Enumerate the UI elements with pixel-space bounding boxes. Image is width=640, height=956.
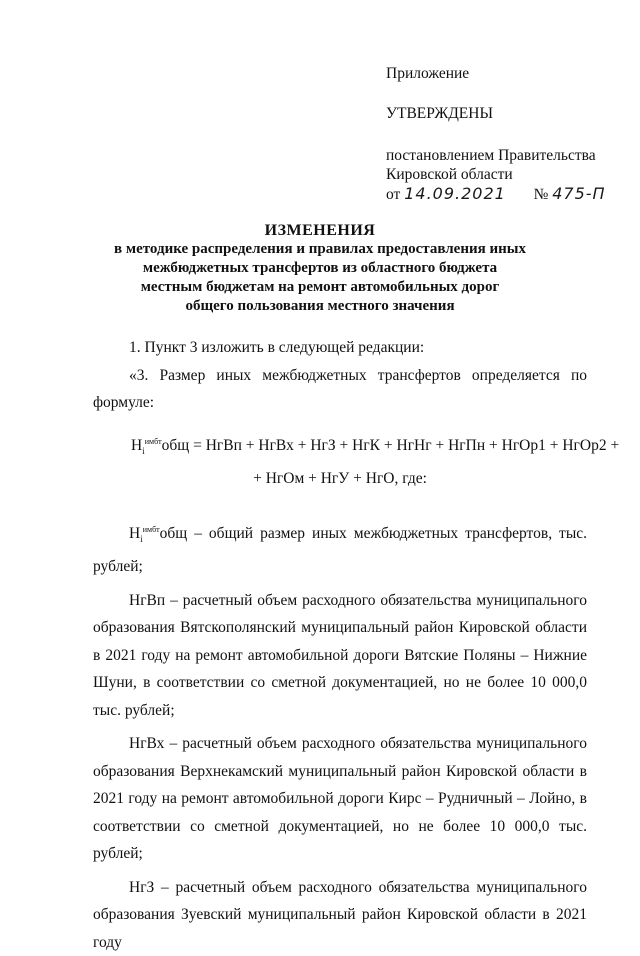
- number-handwritten: 475-П: [552, 184, 606, 203]
- date-prefix: от: [386, 186, 401, 203]
- definition-total: [93, 520, 587, 581]
- formula-line-1: [93, 432, 620, 465]
- title-line-2: межбюджетных трансфертов из областного бюджета: [142, 260, 498, 276]
- title-line-1: в методике распределения и правилах предоставления иных: [114, 241, 526, 257]
- def-total-sub: i: [140, 533, 143, 544]
- document-title-block: [100, 221, 540, 316]
- appendix-label: Приложение: [386, 65, 470, 82]
- formula: [93, 432, 620, 493]
- def-total-sup: имбт: [142, 524, 160, 534]
- definition-z: НгЗ – расчетный объем расходного обязательства муниципального образования Зуевский муниципальный район Кировской области в 2021 году: [93, 878, 587, 951]
- formula-sub: i: [142, 445, 145, 456]
- definition-vp: НгВп – расчетный объем расходного обязательства муниципального образования Вятскополянский муниципальный район Кировской области в 2021 году на ремонт автомобильной дороги Вятские Поляны – Нижние Шуни, в соответствии со сметной документацией, но не более 10 000,0 тыс. рублей;: [93, 591, 587, 719]
- item-1-paragraph: 1. Пункт 3 изложить в следующей редакции:: [129, 339, 425, 356]
- formula-line-2: + НгОм + НгУ + НгО, где:: [253, 469, 427, 487]
- title-line-4: общего пользования местного значения: [185, 298, 455, 314]
- title-line-3: местным бюджетам на ремонт автомобильных дорог: [140, 279, 500, 295]
- decree-date-number: [386, 184, 626, 204]
- approved-label: УТВЕРЖДЕНЫ: [386, 105, 493, 122]
- formula-sup: имбт: [144, 436, 162, 446]
- definition-vh: НгВх – расчетный объем расходного обязательства муниципального образования Верхнекамский муниципальный район Кировской области в 2021 году на ремонт автомобильной дороги Кирс – Рудничный – Лойно, в соответствии со сметной документацией, но не более 10 000,0 тыс. рублей;: [93, 735, 587, 863]
- formula-suffix: общ: [161, 436, 190, 454]
- decree-line-1: постановлением Правительства: [386, 147, 596, 164]
- formula-var: H: [131, 436, 143, 454]
- item-3-paragraph: «3. Размер иных межбюджетных трансфертов определяется по формуле:: [93, 366, 587, 411]
- document-title: ИЗМЕНЕНИЯ: [264, 222, 376, 239]
- number-prefix: №: [533, 186, 549, 203]
- decree-line-2: Кировской области: [386, 166, 513, 183]
- formula-rhs-1: = НгВп + НгВх + НгЗ + НгК + НгНг + НгПн + НгОр1 + НгОр2 +: [189, 436, 620, 454]
- def-total-text: общ – общий размер иных межбюджетных трансфертов, тыс. рублей;: [93, 524, 587, 576]
- def-total-var: H: [129, 524, 141, 542]
- appendix-block: [386, 64, 626, 204]
- document-body: [93, 334, 620, 956]
- date-handwritten: 14.09.2021: [404, 184, 506, 203]
